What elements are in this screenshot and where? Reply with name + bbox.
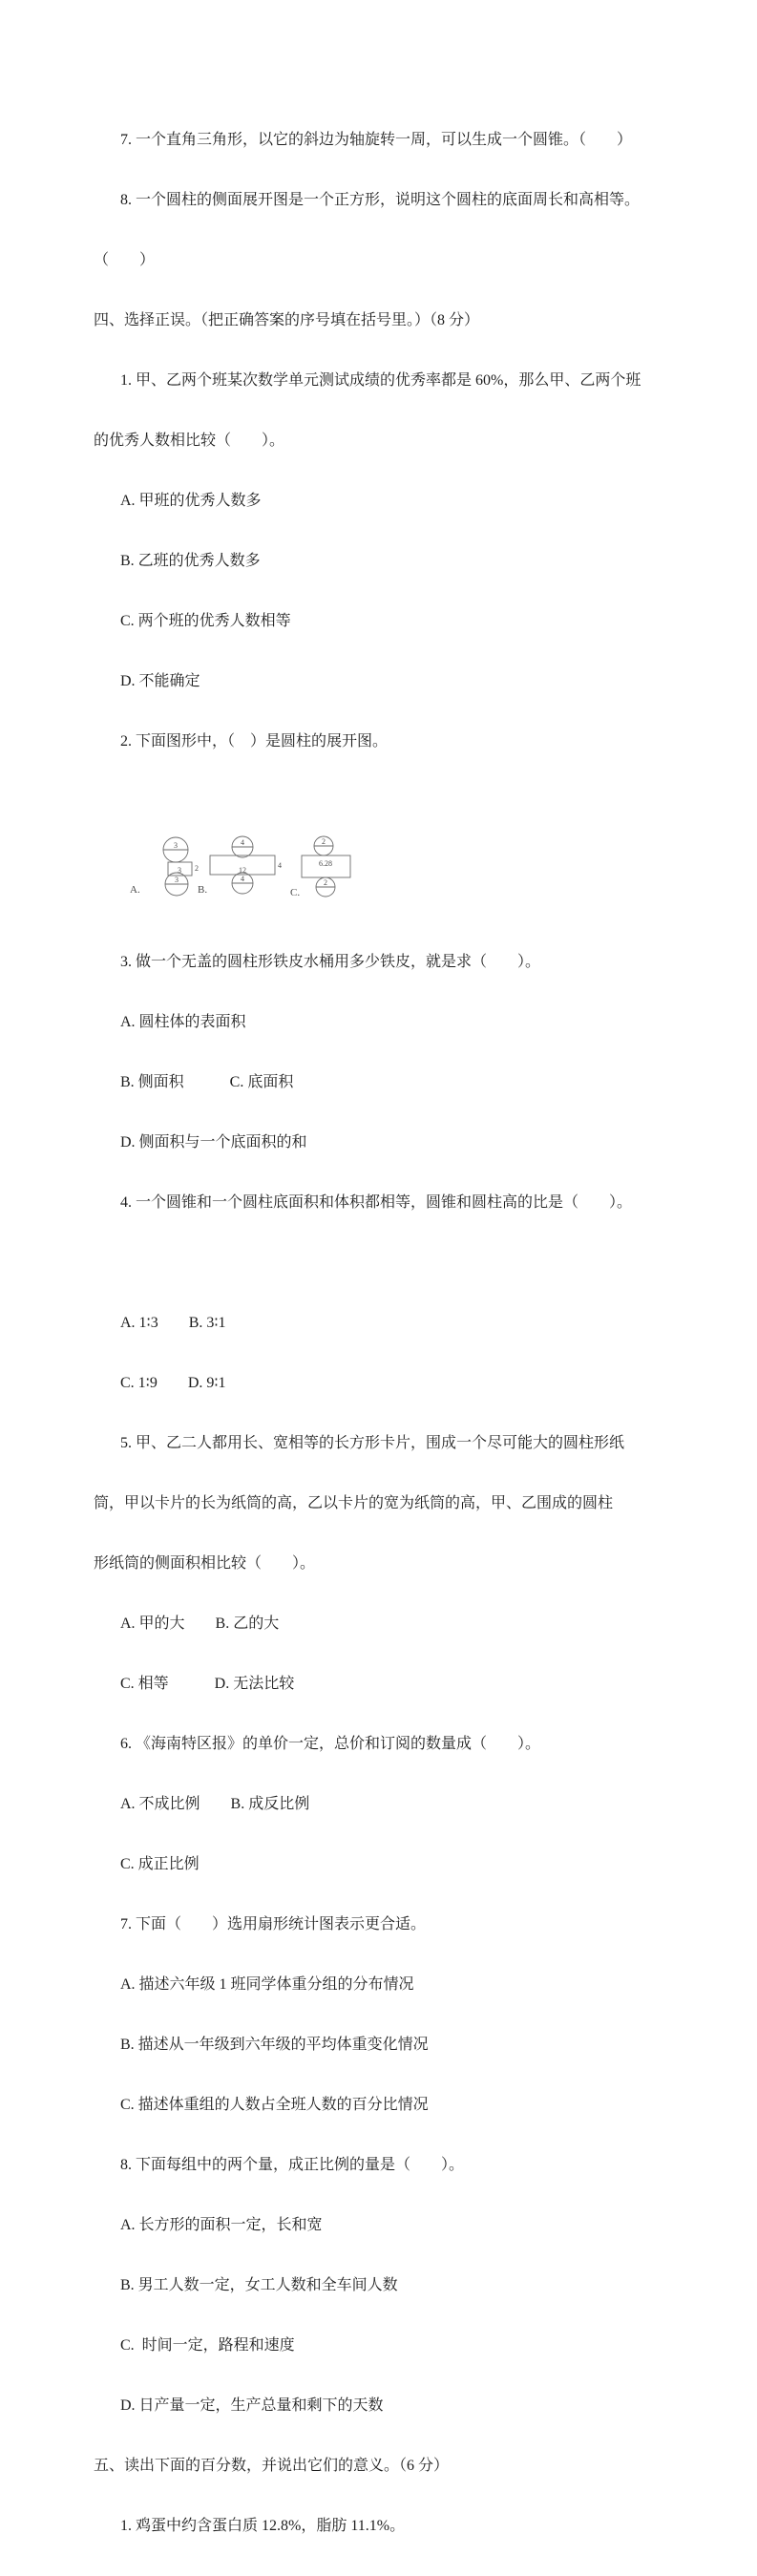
option-line: C. 成正比例 [120,1856,200,1872]
option-line: A. 甲的大 B. 乙的大 [120,1615,280,1632]
text-line: 3. 做一个无盖的圆柱形铁皮水桶用多少铁皮，就是求（ ）。 [120,954,541,970]
text-line: 的优秀人数相比较（ ）。 [94,433,285,449]
option-line: C. 相等 D. 无法比较 [120,1676,295,1692]
option-line: B. 乙班的优秀人数多 [120,553,261,569]
figure-b-letter: B. [198,884,208,896]
figure-a-rect-height-label: 2 [195,864,199,873]
figure-c-letter: C. [290,887,301,898]
option-line: A. 不成比例 B. 成反比例 [120,1796,310,1812]
cylinder-net-diagram [116,832,727,912]
text-line: 5. 甲、乙二人都用长、宽相等的长方形卡片，围成一个尽可能大的圆柱形纸 [120,1435,625,1451]
option-line: C. 描述体重组的人数占全班人数的百分比情况 [120,2097,429,2113]
section-heading: 五、读出下面的百分数，并说出它们的意义。（6 分） [94,2458,450,2474]
figure-c-bottom-circle-label: 2 [324,878,327,887]
cylinder-net-figures [94,812,704,898]
section-heading: 四、选择正误。（把正确答案的序号填在括号里。）（8 分） [94,312,480,328]
option-line: D. 不能确定 [120,673,200,689]
text-line: 7. 一个直角三角形，以它的斜边为轴旋转一周，可以生成一个圆锥。（ ） [120,132,633,148]
option-line: A. 甲班的优秀人数多 [120,493,262,509]
text-line: 4. 一个圆锥和一个圆柱底面积和体积都相等，圆锥和圆柱高的比是（ ）。 [120,1194,633,1211]
option-line: C. 两个班的优秀人数相等 [120,613,291,629]
text-line: 6. 《海南特区报》的单价一定，总价和订阅的数量成（ ）。 [120,1736,541,1752]
option-line: B. 男工人数一定，女工人数和全车间人数 [120,2277,398,2293]
figure-c-top-circle-label: 2 [322,837,326,846]
option-line: A. 1∶3 B. 3∶1 [120,1315,226,1331]
text-line: 筒，甲以卡片的长为纸筒的高，乙以卡片的宽为纸筒的高，甲、乙围成的圆柱 [94,1495,614,1511]
text-line: 8. 下面每组中的两个量，成正比例的量是（ ）。 [120,2157,465,2173]
option-line: C. 1∶9 D. 9∶1 [120,1375,226,1391]
option-line: D. 日产量一定，生产总量和剩下的天数 [120,2397,384,2414]
option-line: A. 长方形的面积一定，长和宽 [120,2217,323,2233]
option-line: A. 圆柱体的表面积 [120,1014,246,1030]
figure-b-rect-height-label: 4 [278,861,282,870]
figure-b-rect-label: 12 [239,866,246,875]
figure-a-bottom-circle-label: 3 [175,876,179,884]
figure-a-letter: A. [130,884,140,896]
text-line: 形纸筒的侧面积相比较（ ）。 [94,1555,316,1572]
text-line: 8. 一个圆柱的侧面展开图是一个正方形，说明这个圆柱的底面周长和高相等。 [120,192,641,208]
option-line: A. 描述六年级 1 班同学体重分组的分布情况 [120,1976,414,1993]
text-line: 7. 下面（ ）选用扇形统计图表示更合适。 [120,1916,427,1932]
figure-b-top-circle-label: 4 [241,838,244,847]
blank-line [94,1253,704,1273]
text-line: 2. 下面图形中，（ ）是圆柱的展开图。 [120,733,389,750]
figure-b-bottom-circle-label: 4 [241,875,244,883]
text-line: 1. 甲、乙两个班某次数学单元测试成绩的优秀率都是 60%，那么甲、乙两个班 [120,372,641,389]
figure-a-top-circle-label: 3 [174,841,178,850]
document-body [94,90,704,2576]
figure-c-rect-label: 6.28 [319,859,332,868]
text-line: 1. 鸡蛋中约含蛋白质 12.8%，脂肪 11.1%。 [120,2518,406,2534]
option-line: C. 时间一定，路程和速度 [120,2337,295,2354]
option-line: B. 侧面积 C. 底面积 [120,1074,294,1090]
option-line: B. 描述从一年级到六年级的平均体重变化情况 [120,2037,429,2053]
text-line: （ ） [94,252,156,268]
figure-a-rect-label: 3 [178,866,181,875]
option-line: D. 侧面积与一个底面积的和 [120,1134,307,1151]
